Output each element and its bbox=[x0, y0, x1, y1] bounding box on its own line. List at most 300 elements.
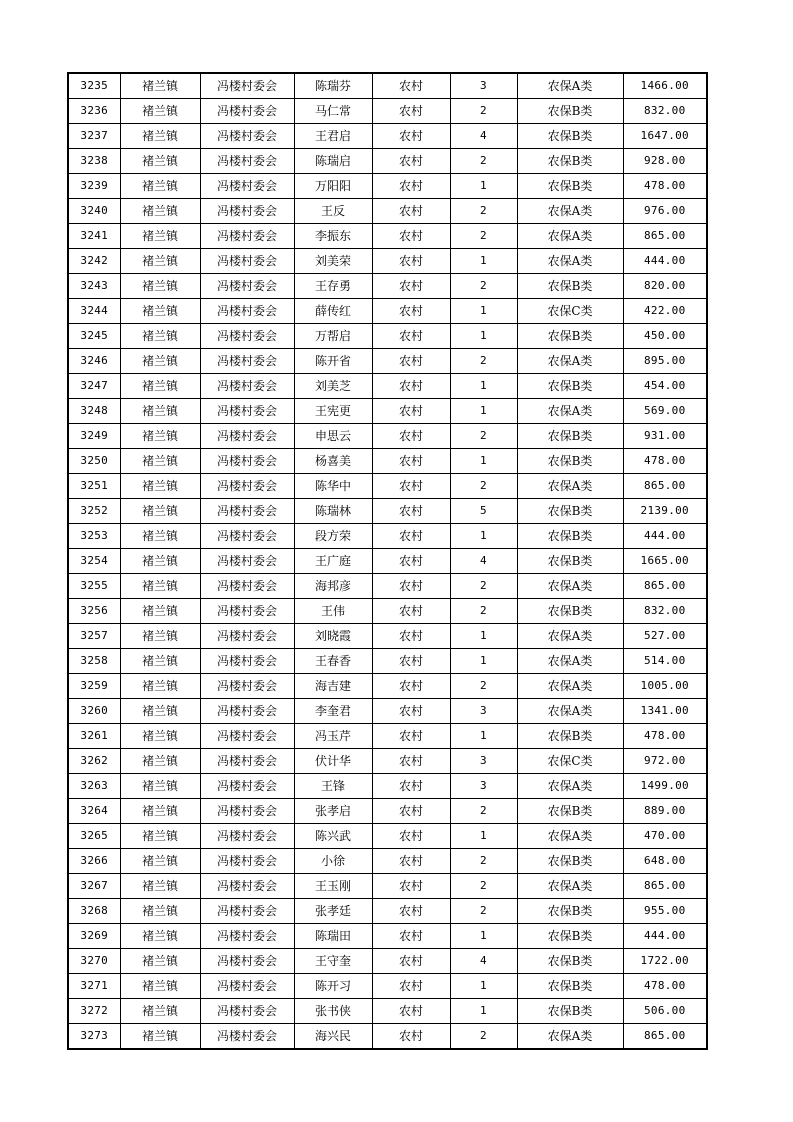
insurance-category-cell: 农保B类 bbox=[517, 974, 623, 999]
household-count-cell: 3 bbox=[450, 749, 517, 774]
insurance-category-cell: 农保B类 bbox=[517, 424, 623, 449]
row-number: 3266 bbox=[68, 849, 120, 874]
household-count-cell: 2 bbox=[450, 599, 517, 624]
amount-cell: 506.00 bbox=[623, 999, 707, 1024]
household-count-cell: 2 bbox=[450, 799, 517, 824]
household-count-cell: 2 bbox=[450, 899, 517, 924]
amount-cell: 889.00 bbox=[623, 799, 707, 824]
name-cell: 陈华中 bbox=[294, 474, 372, 499]
area-type-cell: 农村 bbox=[372, 1024, 450, 1050]
table-row bbox=[68, 73, 707, 99]
area-type-cell: 农村 bbox=[372, 574, 450, 599]
name-cell: 小徐 bbox=[294, 849, 372, 874]
table-row bbox=[68, 199, 707, 224]
table-row bbox=[68, 474, 707, 499]
area-type-cell: 农村 bbox=[372, 299, 450, 324]
insurance-category-cell: 农保B类 bbox=[517, 374, 623, 399]
village-committee-cell: 冯楼村委会 bbox=[200, 599, 294, 624]
insurance-category-cell: 农保A类 bbox=[517, 824, 623, 849]
amount-cell: 832.00 bbox=[623, 99, 707, 124]
table-row bbox=[68, 799, 707, 824]
insurance-category-cell: 农保B类 bbox=[517, 849, 623, 874]
table-row bbox=[68, 1024, 707, 1050]
row-number: 3242 bbox=[68, 249, 120, 274]
row-number: 3235 bbox=[68, 73, 120, 99]
name-cell: 陈瑞田 bbox=[294, 924, 372, 949]
town-cell: 褚兰镇 bbox=[120, 299, 200, 324]
row-number: 3269 bbox=[68, 924, 120, 949]
household-count-cell: 2 bbox=[450, 574, 517, 599]
insurance-category-cell: 农保A类 bbox=[517, 674, 623, 699]
amount-cell: 1341.00 bbox=[623, 699, 707, 724]
records-table bbox=[67, 72, 708, 1050]
household-count-cell: 1 bbox=[450, 299, 517, 324]
insurance-category-cell: 农保A类 bbox=[517, 624, 623, 649]
name-cell: 李奎君 bbox=[294, 699, 372, 724]
town-cell: 褚兰镇 bbox=[120, 599, 200, 624]
amount-cell: 1499.00 bbox=[623, 774, 707, 799]
insurance-category-cell: 农保A类 bbox=[517, 1024, 623, 1050]
village-committee-cell: 冯楼村委会 bbox=[200, 974, 294, 999]
village-committee-cell: 冯楼村委会 bbox=[200, 774, 294, 799]
amount-cell: 1722.00 bbox=[623, 949, 707, 974]
area-type-cell: 农村 bbox=[372, 624, 450, 649]
name-cell: 陈瑞启 bbox=[294, 149, 372, 174]
table-row bbox=[68, 324, 707, 349]
row-number: 3264 bbox=[68, 799, 120, 824]
household-count-cell: 4 bbox=[450, 124, 517, 149]
insurance-category-cell: 农保B类 bbox=[517, 949, 623, 974]
household-count-cell: 3 bbox=[450, 699, 517, 724]
row-number: 3248 bbox=[68, 399, 120, 424]
name-cell: 陈瑞林 bbox=[294, 499, 372, 524]
insurance-category-cell: 农保A类 bbox=[517, 699, 623, 724]
area-type-cell: 农村 bbox=[372, 799, 450, 824]
name-cell: 王玉刚 bbox=[294, 874, 372, 899]
insurance-category-cell: 农保A类 bbox=[517, 249, 623, 274]
town-cell: 褚兰镇 bbox=[120, 974, 200, 999]
amount-cell: 514.00 bbox=[623, 649, 707, 674]
village-committee-cell: 冯楼村委会 bbox=[200, 874, 294, 899]
row-number: 3236 bbox=[68, 99, 120, 124]
row-number: 3265 bbox=[68, 824, 120, 849]
name-cell: 王广庭 bbox=[294, 549, 372, 574]
village-committee-cell: 冯楼村委会 bbox=[200, 149, 294, 174]
row-number: 3257 bbox=[68, 624, 120, 649]
amount-cell: 1466.00 bbox=[623, 73, 707, 99]
name-cell: 王伟 bbox=[294, 599, 372, 624]
table-row bbox=[68, 424, 707, 449]
town-cell: 褚兰镇 bbox=[120, 624, 200, 649]
household-count-cell: 1 bbox=[450, 724, 517, 749]
insurance-category-cell: 农保A类 bbox=[517, 199, 623, 224]
table-row bbox=[68, 374, 707, 399]
insurance-category-cell: 农保B类 bbox=[517, 124, 623, 149]
insurance-category-cell: 农保A类 bbox=[517, 649, 623, 674]
amount-cell: 444.00 bbox=[623, 924, 707, 949]
area-type-cell: 农村 bbox=[372, 324, 450, 349]
insurance-category-cell: 农保B类 bbox=[517, 524, 623, 549]
household-count-cell: 5 bbox=[450, 499, 517, 524]
town-cell: 褚兰镇 bbox=[120, 199, 200, 224]
row-number: 3270 bbox=[68, 949, 120, 974]
row-number: 3268 bbox=[68, 899, 120, 924]
insurance-category-cell: 农保B类 bbox=[517, 999, 623, 1024]
amount-cell: 2139.00 bbox=[623, 499, 707, 524]
village-committee-cell: 冯楼村委会 bbox=[200, 224, 294, 249]
amount-cell: 478.00 bbox=[623, 974, 707, 999]
amount-cell: 478.00 bbox=[623, 449, 707, 474]
town-cell: 褚兰镇 bbox=[120, 73, 200, 99]
household-count-cell: 1 bbox=[450, 324, 517, 349]
household-count-cell: 3 bbox=[450, 774, 517, 799]
village-committee-cell: 冯楼村委会 bbox=[200, 499, 294, 524]
insurance-category-cell: 农保A类 bbox=[517, 574, 623, 599]
village-committee-cell: 冯楼村委会 bbox=[200, 299, 294, 324]
town-cell: 褚兰镇 bbox=[120, 749, 200, 774]
village-committee-cell: 冯楼村委会 bbox=[200, 799, 294, 824]
insurance-category-cell: 农保B类 bbox=[517, 799, 623, 824]
amount-cell: 1665.00 bbox=[623, 549, 707, 574]
area-type-cell: 农村 bbox=[372, 649, 450, 674]
insurance-category-cell: 农保A类 bbox=[517, 874, 623, 899]
table-row bbox=[68, 749, 707, 774]
town-cell: 褚兰镇 bbox=[120, 149, 200, 174]
town-cell: 褚兰镇 bbox=[120, 999, 200, 1024]
table-row bbox=[68, 599, 707, 624]
household-count-cell: 1 bbox=[450, 999, 517, 1024]
village-committee-cell: 冯楼村委会 bbox=[200, 549, 294, 574]
name-cell: 冯玉芹 bbox=[294, 724, 372, 749]
village-committee-cell: 冯楼村委会 bbox=[200, 699, 294, 724]
insurance-category-cell: 农保B类 bbox=[517, 149, 623, 174]
village-committee-cell: 冯楼村委会 bbox=[200, 999, 294, 1024]
insurance-category-cell: 农保B类 bbox=[517, 449, 623, 474]
insurance-category-cell: 农保A类 bbox=[517, 349, 623, 374]
village-committee-cell: 冯楼村委会 bbox=[200, 474, 294, 499]
town-cell: 褚兰镇 bbox=[120, 524, 200, 549]
area-type-cell: 农村 bbox=[372, 199, 450, 224]
row-number: 3251 bbox=[68, 474, 120, 499]
area-type-cell: 农村 bbox=[372, 124, 450, 149]
household-count-cell: 2 bbox=[450, 199, 517, 224]
area-type-cell: 农村 bbox=[372, 374, 450, 399]
household-count-cell: 1 bbox=[450, 399, 517, 424]
row-number: 3256 bbox=[68, 599, 120, 624]
household-count-cell: 1 bbox=[450, 649, 517, 674]
village-committee-cell: 冯楼村委会 bbox=[200, 99, 294, 124]
area-type-cell: 农村 bbox=[372, 774, 450, 799]
village-committee-cell: 冯楼村委会 bbox=[200, 574, 294, 599]
household-count-cell: 1 bbox=[450, 924, 517, 949]
household-count-cell: 2 bbox=[450, 349, 517, 374]
name-cell: 薛传红 bbox=[294, 299, 372, 324]
insurance-category-cell: 农保A类 bbox=[517, 224, 623, 249]
amount-cell: 454.00 bbox=[623, 374, 707, 399]
row-number: 3258 bbox=[68, 649, 120, 674]
row-number: 3246 bbox=[68, 349, 120, 374]
village-committee-cell: 冯楼村委会 bbox=[200, 624, 294, 649]
table-row bbox=[68, 824, 707, 849]
village-committee-cell: 冯楼村委会 bbox=[200, 899, 294, 924]
name-cell: 万帮启 bbox=[294, 324, 372, 349]
household-count-cell: 2 bbox=[450, 474, 517, 499]
household-count-cell: 1 bbox=[450, 374, 517, 399]
name-cell: 海吉建 bbox=[294, 674, 372, 699]
town-cell: 褚兰镇 bbox=[120, 724, 200, 749]
insurance-category-cell: 农保C类 bbox=[517, 299, 623, 324]
name-cell: 伏计华 bbox=[294, 749, 372, 774]
area-type-cell: 农村 bbox=[372, 174, 450, 199]
name-cell: 段方荣 bbox=[294, 524, 372, 549]
area-type-cell: 农村 bbox=[372, 524, 450, 549]
insurance-category-cell: 农保B类 bbox=[517, 549, 623, 574]
household-count-cell: 3 bbox=[450, 73, 517, 99]
row-number: 3253 bbox=[68, 524, 120, 549]
household-count-cell: 4 bbox=[450, 949, 517, 974]
table-row bbox=[68, 874, 707, 899]
table-row bbox=[68, 124, 707, 149]
household-count-cell: 2 bbox=[450, 99, 517, 124]
row-number: 3238 bbox=[68, 149, 120, 174]
amount-cell: 865.00 bbox=[623, 1024, 707, 1050]
town-cell: 褚兰镇 bbox=[120, 674, 200, 699]
amount-cell: 444.00 bbox=[623, 249, 707, 274]
village-committee-cell: 冯楼村委会 bbox=[200, 824, 294, 849]
table-row bbox=[68, 524, 707, 549]
insurance-category-cell: 农保B类 bbox=[517, 324, 623, 349]
name-cell: 张书侠 bbox=[294, 999, 372, 1024]
town-cell: 褚兰镇 bbox=[120, 249, 200, 274]
table-row bbox=[68, 699, 707, 724]
village-committee-cell: 冯楼村委会 bbox=[200, 274, 294, 299]
table-row bbox=[68, 899, 707, 924]
amount-cell: 976.00 bbox=[623, 199, 707, 224]
amount-cell: 972.00 bbox=[623, 749, 707, 774]
area-type-cell: 农村 bbox=[372, 73, 450, 99]
amount-cell: 569.00 bbox=[623, 399, 707, 424]
table-row bbox=[68, 549, 707, 574]
name-cell: 王存勇 bbox=[294, 274, 372, 299]
village-committee-cell: 冯楼村委会 bbox=[200, 124, 294, 149]
name-cell: 李振东 bbox=[294, 224, 372, 249]
amount-cell: 470.00 bbox=[623, 824, 707, 849]
row-number: 3273 bbox=[68, 1024, 120, 1050]
household-count-cell: 1 bbox=[450, 449, 517, 474]
insurance-category-cell: 农保A类 bbox=[517, 774, 623, 799]
name-cell: 刘美芝 bbox=[294, 374, 372, 399]
household-count-cell: 2 bbox=[450, 674, 517, 699]
area-type-cell: 农村 bbox=[372, 599, 450, 624]
area-type-cell: 农村 bbox=[372, 749, 450, 774]
town-cell: 褚兰镇 bbox=[120, 374, 200, 399]
household-count-cell: 1 bbox=[450, 824, 517, 849]
name-cell: 刘晓霞 bbox=[294, 624, 372, 649]
household-count-cell: 1 bbox=[450, 624, 517, 649]
amount-cell: 928.00 bbox=[623, 149, 707, 174]
town-cell: 褚兰镇 bbox=[120, 874, 200, 899]
name-cell: 张孝启 bbox=[294, 799, 372, 824]
village-committee-cell: 冯楼村委会 bbox=[200, 324, 294, 349]
insurance-category-cell: 农保A类 bbox=[517, 474, 623, 499]
name-cell: 陈瑞芬 bbox=[294, 73, 372, 99]
town-cell: 褚兰镇 bbox=[120, 574, 200, 599]
row-number: 3250 bbox=[68, 449, 120, 474]
name-cell: 杨喜美 bbox=[294, 449, 372, 474]
amount-cell: 832.00 bbox=[623, 599, 707, 624]
town-cell: 褚兰镇 bbox=[120, 499, 200, 524]
table-row bbox=[68, 974, 707, 999]
town-cell: 褚兰镇 bbox=[120, 399, 200, 424]
table-row bbox=[68, 674, 707, 699]
name-cell: 刘美荣 bbox=[294, 249, 372, 274]
amount-cell: 478.00 bbox=[623, 724, 707, 749]
town-cell: 褚兰镇 bbox=[120, 849, 200, 874]
area-type-cell: 农村 bbox=[372, 474, 450, 499]
village-committee-cell: 冯楼村委会 bbox=[200, 524, 294, 549]
area-type-cell: 农村 bbox=[372, 949, 450, 974]
row-number: 3272 bbox=[68, 999, 120, 1024]
insurance-category-cell: 农保B类 bbox=[517, 499, 623, 524]
town-cell: 褚兰镇 bbox=[120, 274, 200, 299]
village-committee-cell: 冯楼村委会 bbox=[200, 449, 294, 474]
household-count-cell: 1 bbox=[450, 974, 517, 999]
village-committee-cell: 冯楼村委会 bbox=[200, 199, 294, 224]
row-number: 3263 bbox=[68, 774, 120, 799]
name-cell: 王君启 bbox=[294, 124, 372, 149]
household-count-cell: 2 bbox=[450, 424, 517, 449]
village-committee-cell: 冯楼村委会 bbox=[200, 424, 294, 449]
table-row bbox=[68, 174, 707, 199]
area-type-cell: 农村 bbox=[372, 349, 450, 374]
town-cell: 褚兰镇 bbox=[120, 424, 200, 449]
village-committee-cell: 冯楼村委会 bbox=[200, 724, 294, 749]
insurance-category-cell: 农保B类 bbox=[517, 599, 623, 624]
insurance-category-cell: 农保B类 bbox=[517, 274, 623, 299]
area-type-cell: 农村 bbox=[372, 274, 450, 299]
town-cell: 褚兰镇 bbox=[120, 124, 200, 149]
table-row bbox=[68, 349, 707, 374]
town-cell: 褚兰镇 bbox=[120, 549, 200, 574]
name-cell: 王守奎 bbox=[294, 949, 372, 974]
name-cell: 海邦彦 bbox=[294, 574, 372, 599]
table-row bbox=[68, 249, 707, 274]
table-row bbox=[68, 274, 707, 299]
town-cell: 褚兰镇 bbox=[120, 774, 200, 799]
town-cell: 褚兰镇 bbox=[120, 1024, 200, 1050]
amount-cell: 1647.00 bbox=[623, 124, 707, 149]
name-cell: 马仁常 bbox=[294, 99, 372, 124]
amount-cell: 865.00 bbox=[623, 874, 707, 899]
village-committee-cell: 冯楼村委会 bbox=[200, 849, 294, 874]
name-cell: 王宪更 bbox=[294, 399, 372, 424]
area-type-cell: 农村 bbox=[372, 449, 450, 474]
insurance-category-cell: 农保B类 bbox=[517, 99, 623, 124]
town-cell: 褚兰镇 bbox=[120, 349, 200, 374]
area-type-cell: 农村 bbox=[372, 999, 450, 1024]
name-cell: 张孝廷 bbox=[294, 899, 372, 924]
insurance-category-cell: 农保B类 bbox=[517, 174, 623, 199]
row-number: 3239 bbox=[68, 174, 120, 199]
village-committee-cell: 冯楼村委会 bbox=[200, 649, 294, 674]
table-row bbox=[68, 99, 707, 124]
amount-cell: 527.00 bbox=[623, 624, 707, 649]
table-row bbox=[68, 949, 707, 974]
row-number: 3262 bbox=[68, 749, 120, 774]
area-type-cell: 农村 bbox=[372, 974, 450, 999]
amount-cell: 865.00 bbox=[623, 224, 707, 249]
town-cell: 褚兰镇 bbox=[120, 224, 200, 249]
amount-cell: 648.00 bbox=[623, 849, 707, 874]
name-cell: 万阳阳 bbox=[294, 174, 372, 199]
table-row bbox=[68, 224, 707, 249]
area-type-cell: 农村 bbox=[372, 674, 450, 699]
insurance-category-cell: 农保A类 bbox=[517, 399, 623, 424]
area-type-cell: 农村 bbox=[372, 149, 450, 174]
area-type-cell: 农村 bbox=[372, 724, 450, 749]
area-type-cell: 农村 bbox=[372, 224, 450, 249]
row-number: 3247 bbox=[68, 374, 120, 399]
amount-cell: 450.00 bbox=[623, 324, 707, 349]
row-number: 3255 bbox=[68, 574, 120, 599]
records-table-body bbox=[68, 73, 707, 1049]
village-committee-cell: 冯楼村委会 bbox=[200, 749, 294, 774]
name-cell: 陈开习 bbox=[294, 974, 372, 999]
table-row bbox=[68, 649, 707, 674]
name-cell: 申思云 bbox=[294, 424, 372, 449]
household-count-cell: 2 bbox=[450, 849, 517, 874]
area-type-cell: 农村 bbox=[372, 824, 450, 849]
name-cell: 王锋 bbox=[294, 774, 372, 799]
table-row bbox=[68, 149, 707, 174]
village-committee-cell: 冯楼村委会 bbox=[200, 949, 294, 974]
table-row bbox=[68, 499, 707, 524]
name-cell: 陈开省 bbox=[294, 349, 372, 374]
row-number: 3267 bbox=[68, 874, 120, 899]
area-type-cell: 农村 bbox=[372, 924, 450, 949]
town-cell: 褚兰镇 bbox=[120, 99, 200, 124]
table-row bbox=[68, 449, 707, 474]
town-cell: 褚兰镇 bbox=[120, 899, 200, 924]
amount-cell: 1005.00 bbox=[623, 674, 707, 699]
town-cell: 褚兰镇 bbox=[120, 324, 200, 349]
amount-cell: 931.00 bbox=[623, 424, 707, 449]
amount-cell: 865.00 bbox=[623, 574, 707, 599]
household-count-cell: 1 bbox=[450, 524, 517, 549]
town-cell: 褚兰镇 bbox=[120, 699, 200, 724]
village-committee-cell: 冯楼村委会 bbox=[200, 349, 294, 374]
row-number: 3245 bbox=[68, 324, 120, 349]
name-cell: 陈兴武 bbox=[294, 824, 372, 849]
village-committee-cell: 冯楼村委会 bbox=[200, 399, 294, 424]
row-number: 3237 bbox=[68, 124, 120, 149]
insurance-category-cell: 农保B类 bbox=[517, 899, 623, 924]
row-number: 3244 bbox=[68, 299, 120, 324]
town-cell: 褚兰镇 bbox=[120, 924, 200, 949]
village-committee-cell: 冯楼村委会 bbox=[200, 674, 294, 699]
amount-cell: 444.00 bbox=[623, 524, 707, 549]
name-cell: 海兴民 bbox=[294, 1024, 372, 1050]
household-count-cell: 2 bbox=[450, 274, 517, 299]
amount-cell: 422.00 bbox=[623, 299, 707, 324]
table-row bbox=[68, 849, 707, 874]
household-count-cell: 1 bbox=[450, 174, 517, 199]
village-committee-cell: 冯楼村委会 bbox=[200, 1024, 294, 1050]
table-row bbox=[68, 624, 707, 649]
village-committee-cell: 冯楼村委会 bbox=[200, 249, 294, 274]
town-cell: 褚兰镇 bbox=[120, 449, 200, 474]
household-count-cell: 2 bbox=[450, 1024, 517, 1050]
